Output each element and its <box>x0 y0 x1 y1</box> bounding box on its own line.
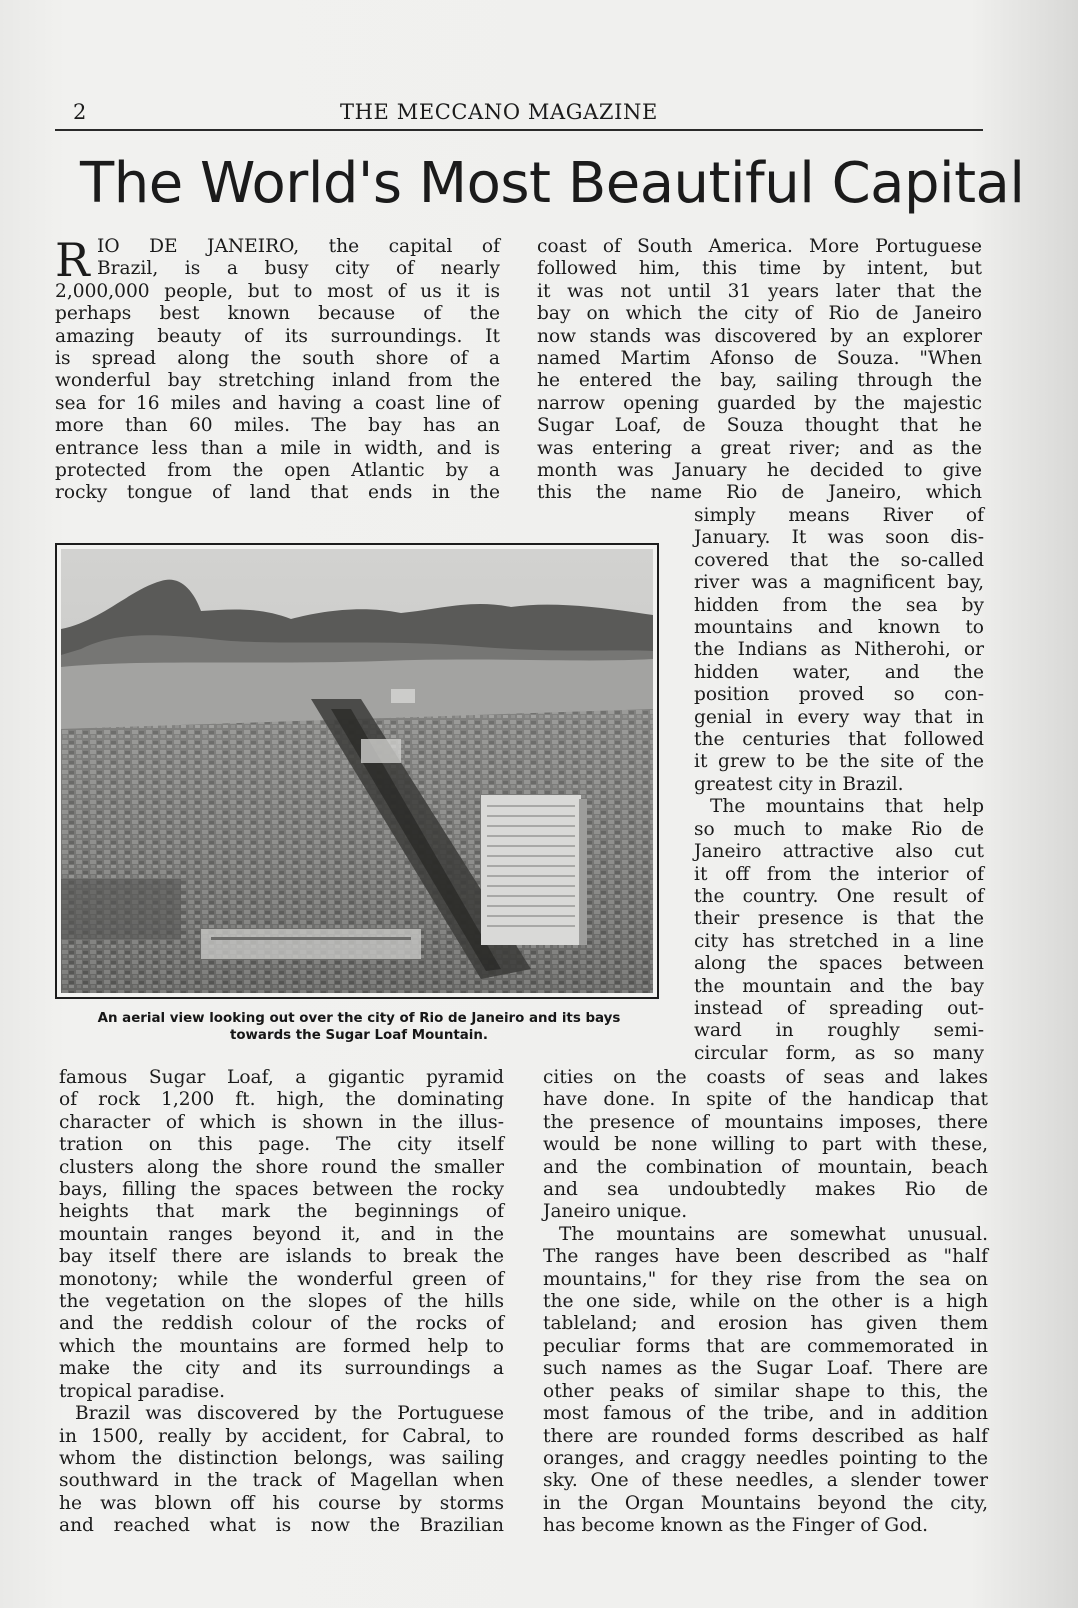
text-line: bay on which the city of Rio de Janeiro <box>537 303 982 325</box>
page-number: 2 <box>73 100 87 124</box>
text-line: and reached what is now the Brazilian <box>59 1515 504 1537</box>
text-line: position proved so con- <box>694 684 984 706</box>
text-line: character of which is shown in the illus- <box>59 1111 504 1133</box>
text-line: perhaps best known because of the <box>55 303 500 325</box>
text-line: Janeiro unique. <box>543 1201 688 1223</box>
text-line: protected from the open Atlantic by a <box>55 460 500 482</box>
text-line: such names as the Sugar Loaf. There are <box>543 1358 988 1380</box>
text-line: which the mountains are formed help to <box>59 1335 504 1357</box>
text-line: cities on the coasts of seas and lakes <box>543 1067 988 1088</box>
caption-line-1: An aerial view looking out over the city of Rio de Janeiro and its bays <box>97 1011 621 1026</box>
text-line: heights that mark the beginnings of <box>59 1201 504 1223</box>
text-line: along the spaces between <box>694 953 984 975</box>
text-line: of rock 1,200 ft. high, the dominating <box>59 1089 504 1111</box>
text-line: the one side, while on the other is a high <box>543 1291 988 1313</box>
column-2-bottom <box>543 1067 988 1538</box>
text-line: rocky tongue of land that ends in the <box>55 482 500 504</box>
text-line: the Indians as Nitherohi, or <box>694 639 984 661</box>
text-line: monotony; while the wonderful green of <box>59 1268 504 1290</box>
text-line: Brazil was discovered by the Portuguese <box>75 1403 504 1425</box>
column-1-bottom <box>59 1067 504 1538</box>
text-line: entrance less than a mile in width, and is <box>55 437 500 459</box>
text-line: city has stretched in a line <box>694 930 984 952</box>
text-line: named Martim Afonso de Souza. "When <box>537 348 982 370</box>
text-line: 2,000,000 people, but to most of us it is <box>55 280 500 302</box>
text-line: ward in roughly semi- <box>694 1020 984 1042</box>
text-line: other peaks of similar shape to this, the <box>543 1380 988 1402</box>
text-line: January. It was soon dis- <box>694 527 984 549</box>
column-2-top <box>537 236 982 505</box>
drop-cap: R <box>55 233 90 287</box>
text-line: peculiar forms that are commemorated in <box>543 1335 988 1357</box>
text-line: and the combination of mountain, beach <box>543 1156 988 1178</box>
text-line: the centuries that followed <box>694 729 984 751</box>
text-line: now stands was discovered by an explorer <box>537 325 982 347</box>
text-line: he entered the bay, sailing through the <box>537 370 982 392</box>
column-1-top <box>55 233 500 505</box>
text-line: southward in the track of Magellan when <box>59 1470 504 1492</box>
text-line: river was a magnificent bay, <box>694 572 984 594</box>
text-line: clusters along the shore round the smaller <box>59 1156 504 1178</box>
text-line: IO DE JANEIRO, the capital of <box>97 236 500 257</box>
column-2-narrow-lines <box>694 505 984 1065</box>
text-line: famous Sugar Loaf, a gigantic pyramid <box>59 1067 504 1088</box>
text-line: it off from the interior of <box>694 863 984 885</box>
text-line: circular form, as so many <box>694 1042 984 1064</box>
column-1-bottom-lines <box>59 1067 504 1538</box>
text-line: it was not until 31 years later that the <box>537 280 982 302</box>
text-line: in the Organ Mountains beyond the city, <box>543 1492 988 1514</box>
text-line: make the city and its surroundings a <box>59 1358 504 1380</box>
text-line: wonderful bay stretching inland from the <box>55 370 500 392</box>
column-1-top-lines <box>55 233 500 505</box>
text-line: sky. One of these needles, a slender tower <box>543 1470 988 1492</box>
text-line: sea for 16 miles and having a coast line of <box>55 392 500 414</box>
text-line: this the name Rio de Janeiro, which <box>537 482 982 504</box>
text-line: simply means River of <box>694 505 984 526</box>
text-line: mountains and known to <box>694 617 984 639</box>
text-line: Janeiro attractive also cut <box>694 841 984 863</box>
text-line: narrow opening guarded by the majestic <box>537 392 982 414</box>
text-line: tableland; and erosion has given them <box>543 1313 988 1335</box>
text-line: the country. One result of <box>694 885 984 907</box>
text-line: the vegetation on the slopes of the hills <box>59 1291 504 1313</box>
text-line: and the reddish colour of the rocks of <box>59 1313 504 1335</box>
text-line: The mountains that help <box>710 796 984 818</box>
column-2-bottom-lines <box>543 1067 988 1538</box>
text-line: would be none willing to part with these, <box>543 1134 988 1156</box>
text-line: coast of South America. More Portuguese <box>537 236 982 257</box>
text-line: The mountains are somewhat unusual. <box>559 1223 988 1245</box>
text-line: hidden from the sea by <box>694 594 984 616</box>
text-line: and sea undoubtedly makes Rio de <box>543 1179 988 1201</box>
text-line: instead of spreading out- <box>694 997 984 1019</box>
text-line: in 1500, really by accident, for Cabral, to <box>59 1425 504 1447</box>
text-line: it grew to be the site of the <box>694 751 984 773</box>
text-line: their presence is that the <box>694 908 984 930</box>
text-line: covered that the so-called <box>694 549 984 571</box>
column-2-top-lines <box>537 236 982 505</box>
text-line: oranges, and craggy needles pointing to the <box>543 1447 988 1469</box>
text-line: most famous of the tribe, and in addition <box>543 1403 988 1425</box>
text-line: whom the distinction belongs, was sailing <box>59 1447 504 1469</box>
text-line: more than 60 miles. The bay has an <box>55 415 500 437</box>
text-line: genial in every way that in <box>694 706 984 728</box>
text-line: so much to make Rio de <box>694 818 984 840</box>
rio-aerial-image <box>61 549 653 993</box>
text-line: have done. In spite of the handicap that <box>543 1089 988 1111</box>
text-line: was entering a great river; and as the <box>537 437 982 459</box>
photo-caption <box>55 1010 663 1044</box>
text-line: greatest city in Brazil. <box>694 773 904 795</box>
text-line: is spread along the south shore of a <box>55 348 500 370</box>
text-line: followed him, this time by intent, but <box>537 258 982 280</box>
aerial-photo <box>55 543 659 999</box>
text-line: tropical paradise. <box>59 1380 226 1402</box>
text-line: there are rounded forms described as half <box>543 1425 988 1447</box>
text-line: the presence of mountains imposes, there <box>543 1111 988 1133</box>
text-line: has become known as the Finger of God. <box>543 1515 929 1537</box>
caption-line-2: towards the Sugar Loaf Mountain. <box>229 1028 489 1043</box>
magazine-title: THE MECCANO MAGAZINE <box>340 100 658 124</box>
text-line: he was blown off his course by storms <box>59 1492 504 1514</box>
text-line: tration on this page. The city itself <box>59 1134 504 1156</box>
text-line: the mountain and the bay <box>694 975 984 997</box>
text-line: amazing beauty of its surroundings. It <box>55 325 500 347</box>
text-line: bay itself there are islands to break the <box>59 1246 504 1268</box>
header-rule <box>55 129 983 131</box>
text-line: mountain ranges beyond it, and in the <box>59 1223 504 1245</box>
text-line: bays, filling the spaces between the rocky <box>59 1179 504 1201</box>
text-line: hidden water, and the <box>694 661 984 683</box>
text-line: Sugar Loaf, de Souza thought that he <box>537 415 982 437</box>
column-2-narrow <box>694 505 984 1065</box>
text-line: mountains," for they rise from the sea on <box>543 1268 988 1290</box>
text-line: The ranges have been described as "half <box>543 1246 988 1268</box>
article-headline: The World's Most Beautiful Capital <box>80 151 1025 216</box>
text-line: month was January he decided to give <box>537 460 982 482</box>
text-line: Brazil, is a busy city of nearly <box>97 258 500 280</box>
